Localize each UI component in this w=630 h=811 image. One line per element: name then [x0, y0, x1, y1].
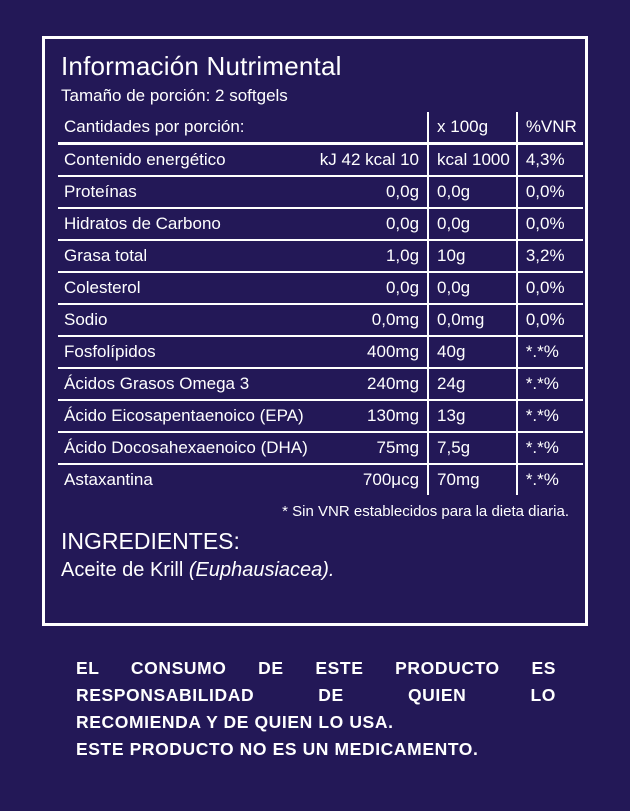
legal-line-1: EL CONSUMO DE ESTE PRODUCTO ES	[76, 658, 556, 678]
row-vnr: *.*%	[517, 432, 583, 464]
table-row	[58, 208, 583, 240]
table-row	[58, 144, 583, 177]
row-amount: 0,0g	[314, 176, 428, 208]
nutrition-facts-panel	[42, 36, 588, 626]
row-per-100g: 0,0g	[428, 272, 517, 304]
row-per-100g: 70mg	[428, 464, 517, 495]
table-row	[58, 176, 583, 208]
legal-disclaimer	[76, 655, 556, 764]
row-vnr: 0,0%	[517, 176, 583, 208]
nutrition-table	[58, 112, 583, 495]
row-vnr: *.*%	[517, 400, 583, 432]
table-row	[58, 400, 583, 432]
ingredients-body	[45, 555, 585, 582]
row-vnr: *.*%	[517, 464, 583, 495]
ingredient-main: Aceite de Krill	[61, 559, 184, 581]
row-name: Ácido Eicosapentaenoico (EPA)	[58, 400, 314, 432]
row-name: Colesterol	[58, 272, 314, 304]
row-per-100g: kcal 1000	[428, 144, 517, 177]
row-amount: 0,0g	[314, 272, 428, 304]
page-title: Información Nutrimental	[61, 51, 342, 81]
ingredient-scientific-name: (Euphausiacea).	[188, 559, 335, 581]
row-name: Sodio	[58, 304, 314, 336]
row-per-100g: 10g	[428, 240, 517, 272]
table-row	[58, 240, 583, 272]
vnr-footnote: * Sin VNR establecidos para la dieta diaria.	[282, 503, 569, 520]
table-row	[58, 272, 583, 304]
ingredients-title: INGREDIENTES:	[61, 528, 240, 554]
table-row	[58, 368, 583, 400]
header-amounts-spacer	[314, 112, 428, 144]
header-per-100g: x 100g	[428, 112, 517, 144]
row-amount: 0,0mg	[314, 304, 428, 336]
row-per-100g: 40g	[428, 336, 517, 368]
row-amount: 1,0g	[314, 240, 428, 272]
row-per-100g: 0,0g	[428, 208, 517, 240]
header-vnr: %VNR	[517, 112, 583, 144]
legal-line-2: RESPONSABILIDAD DE QUIEN LO	[76, 685, 556, 706]
header-amounts-per-serving: Cantidades por porción:	[64, 117, 245, 136]
table-row	[58, 432, 583, 464]
serving-size: Tamaño de porción: 2 softgels	[61, 86, 288, 105]
row-vnr: 0,0%	[517, 304, 583, 336]
legal-line-3: RECOMIENDA Y DE QUIEN LO USA.	[76, 712, 394, 733]
row-vnr: 0,0%	[517, 272, 583, 304]
row-name: Proteínas	[58, 176, 314, 208]
table-row	[58, 304, 583, 336]
row-vnr: *.*%	[517, 336, 583, 368]
row-vnr: 3,2%	[517, 240, 583, 272]
row-amount: kJ 42 kcal 10	[314, 144, 428, 177]
row-name: Astaxantina	[58, 464, 314, 495]
row-per-100g: 0,0mg	[428, 304, 517, 336]
row-per-100g: 0,0g	[428, 176, 517, 208]
row-vnr: 0,0%	[517, 208, 583, 240]
table-row	[58, 336, 583, 368]
table-row	[58, 464, 583, 495]
row-name: Contenido energético	[58, 144, 314, 177]
row-amount: 130mg	[314, 400, 428, 432]
row-per-100g: 7,5g	[428, 432, 517, 464]
row-name: Grasa total	[58, 240, 314, 272]
row-amount: 240mg	[314, 368, 428, 400]
row-vnr: *.*%	[517, 368, 583, 400]
row-per-100g: 13g	[428, 400, 517, 432]
row-name: Hidratos de Carbono	[58, 208, 314, 240]
table-header-row	[58, 112, 583, 144]
row-amount: 700μcg	[314, 464, 428, 495]
row-vnr: 4,3%	[517, 144, 583, 177]
row-amount: 75mg	[314, 432, 428, 464]
row-name: Ácidos Grasos Omega 3	[58, 368, 314, 400]
row-amount: 400mg	[314, 336, 428, 368]
row-per-100g: 24g	[428, 368, 517, 400]
row-amount: 0,0g	[314, 208, 428, 240]
row-name: Ácido Docosahexaenoico (DHA)	[58, 432, 314, 464]
row-name: Fosfolípidos	[58, 336, 314, 368]
legal-line-4: ESTE PRODUCTO NO ES UN MEDICAMENTO.	[76, 739, 479, 760]
